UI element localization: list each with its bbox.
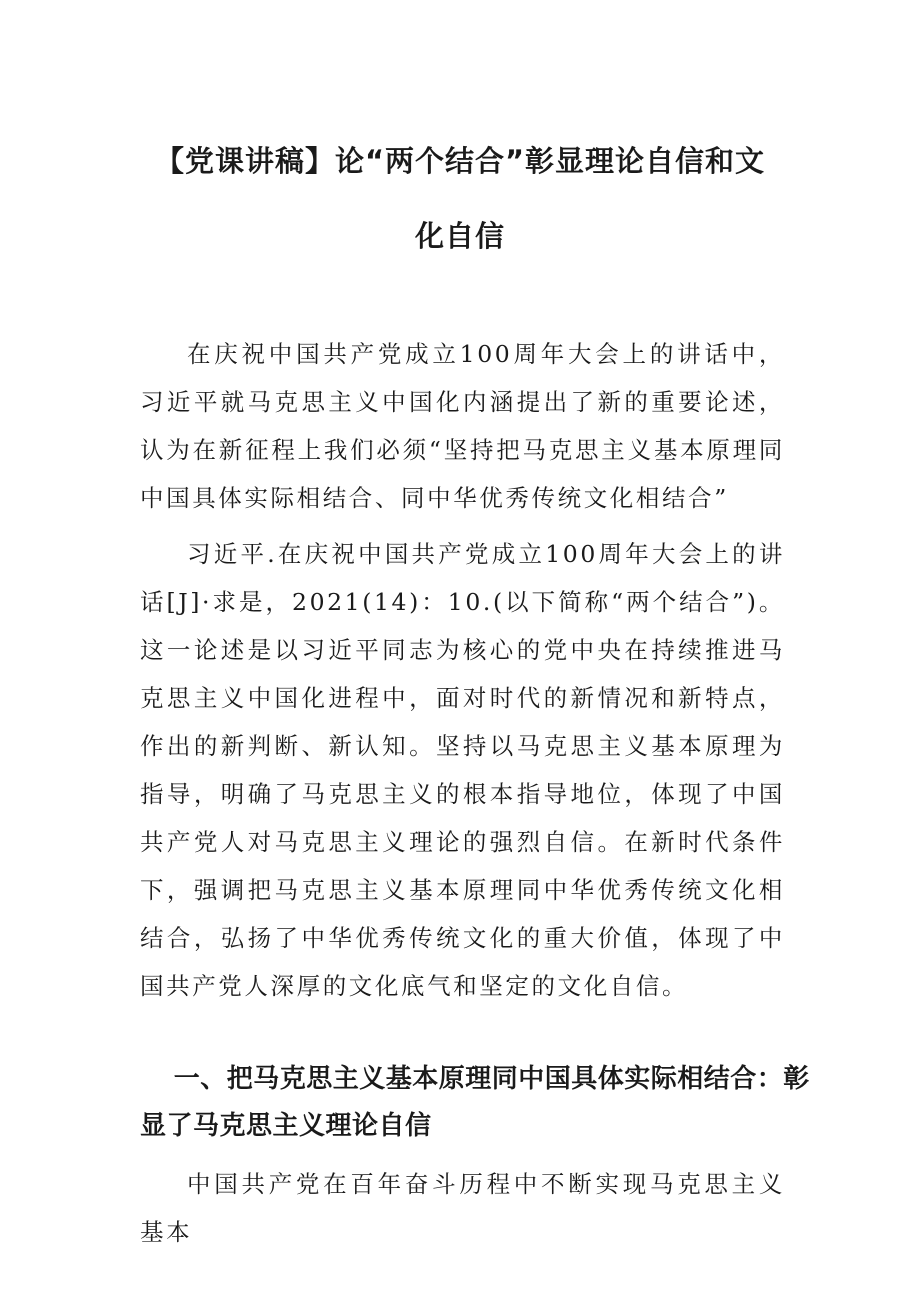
document-title: 【党课讲稿】论“两个结合”彰显理论自信和文化自信 bbox=[154, 144, 766, 253]
paragraph-citation: 习近平.在庆祝中国共产党成立100周年大会上的讲话[J]·求是，2021(14)：10.(以下简称“两个结合”)。这一论述是以习近平同志为核心的党中央在持续推进马克思主义中国化进程中，面对时代的新情况和新特点，作出的新判断、新认知。坚持以马克思主义基本原理为指导，明确了马克思主义的根本指导地位，体现了中国共产党人对马克思主义理论的强烈自信。在新时代条件下，强调把马克思主义基本原理同中华优秀传统文化相结合，弘扬了中华优秀传统文化的重大价值，体现了中国共产党人深厚的文化底气和坚定的文化自信。 bbox=[140, 540, 785, 1000]
paragraph-intro: 在庆祝中国共产党成立100周年大会上的讲话中，习近平就马克思主义中国化内涵提出了新的重要论述，认为在新征程上我们必须“坚持把马克思主义基本原理同中国具体实际相结合、同中华优秀传统文化相结合” bbox=[140, 340, 785, 512]
section-one-paragraph: 中国共产党在百年奋斗历程中不断实现马克思主义基本 bbox=[140, 1170, 785, 1246]
section-heading-one: 一、把马克思主义基本原理同中国具体实际相结合：彰显了马克思主义理论自信 bbox=[140, 1064, 810, 1141]
